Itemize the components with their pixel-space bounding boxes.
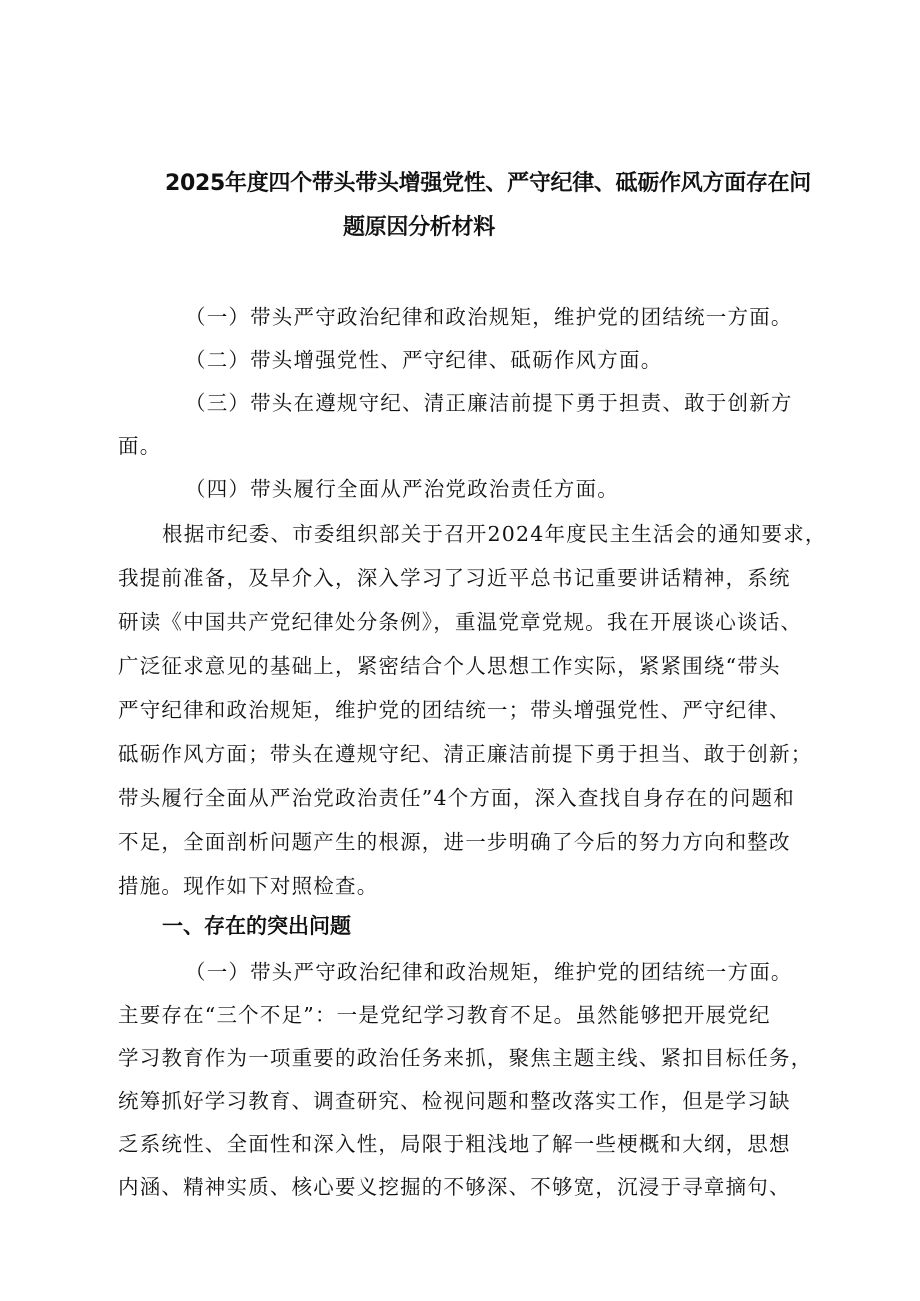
paragraph-line: 主要存在“三个不足”：一是党纪学习教育不足。虽然能够把开展党纪 [118,1003,771,1027]
paragraph-line: 学习教育作为一项重要的政治任务来抓，聚焦主题主线、紧扣目标任务， [118,1046,813,1070]
paragraph-line: 研读《中国共产党纪律处分条例》，重温党章党规。我在开展谈心谈话、 [118,610,803,634]
paragraph-line: 内涵、精神实质、核心要义挖掘的不够深、不够宽，沉浸于寻章摘句、 [118,1175,791,1199]
document-title-line-1: 2025年度四个带头带头增强党性、严守纪律、砥砺作风方面存在问 [165,171,811,196]
paragraph-line: 带头履行全面从严治党政治责任”4个方面，深入查找自身存在的问题和 [118,786,795,810]
intro-item-continued: 面。 [118,434,162,458]
intro-item: （二）带头增强党性、严守纪律、砥砺作风方面。 [185,348,663,372]
intro-item: （四）带头履行全面从严治党政治责任方面。 [185,477,619,501]
paragraph-line: 根据市纪委、市委组织部关于召开2024年度民主生活会的通知要求， [162,522,827,546]
paragraph-line: 措施。现作如下对照检查。 [118,874,379,898]
paragraph-line: 我提前准备，及早介入，深入学习了习近平总书记重要讲话精神，系统 [118,566,791,590]
paragraph-line: 乏系统性、全面性和深入性，局限于粗浅地了解一些梗概和大纲，思想 [118,1132,791,1156]
intro-item: （一）带头严守政治纪律和政治规矩，维护党的团结统一方面。 [185,305,793,329]
section-heading: 一、存在的突出问题 [162,914,351,938]
paragraph-line: 统筹抓好学习教育、调查研究、检视问题和整改落实工作，但是学习缺 [118,1089,791,1113]
paragraph-line: 严守纪律和政治规矩，维护党的团结统一；带头增强党性、严守纪律、 [118,698,791,722]
paragraph-line: （一）带头严守政治纪律和政治规矩，维护党的团结统一方面。 [185,960,793,984]
paragraph-line: 不足，全面剖析问题产生的根源，进一步明确了今后的努力方向和整改 [118,830,791,854]
intro-item: （三）带头在遵规守纪、清正廉洁前提下勇于担责、敢于创新方 [185,391,793,415]
document-title-line-2: 题原因分析材料 [343,215,495,240]
paragraph-line: 广泛征求意见的基础上，紧密结合个人思想工作实际，紧紧围绕“带头 [118,654,781,678]
paragraph-line: 砥砺作风方面；带头在遵规守纪、清正廉洁前提下勇于担当、敢于创新； [118,742,813,766]
